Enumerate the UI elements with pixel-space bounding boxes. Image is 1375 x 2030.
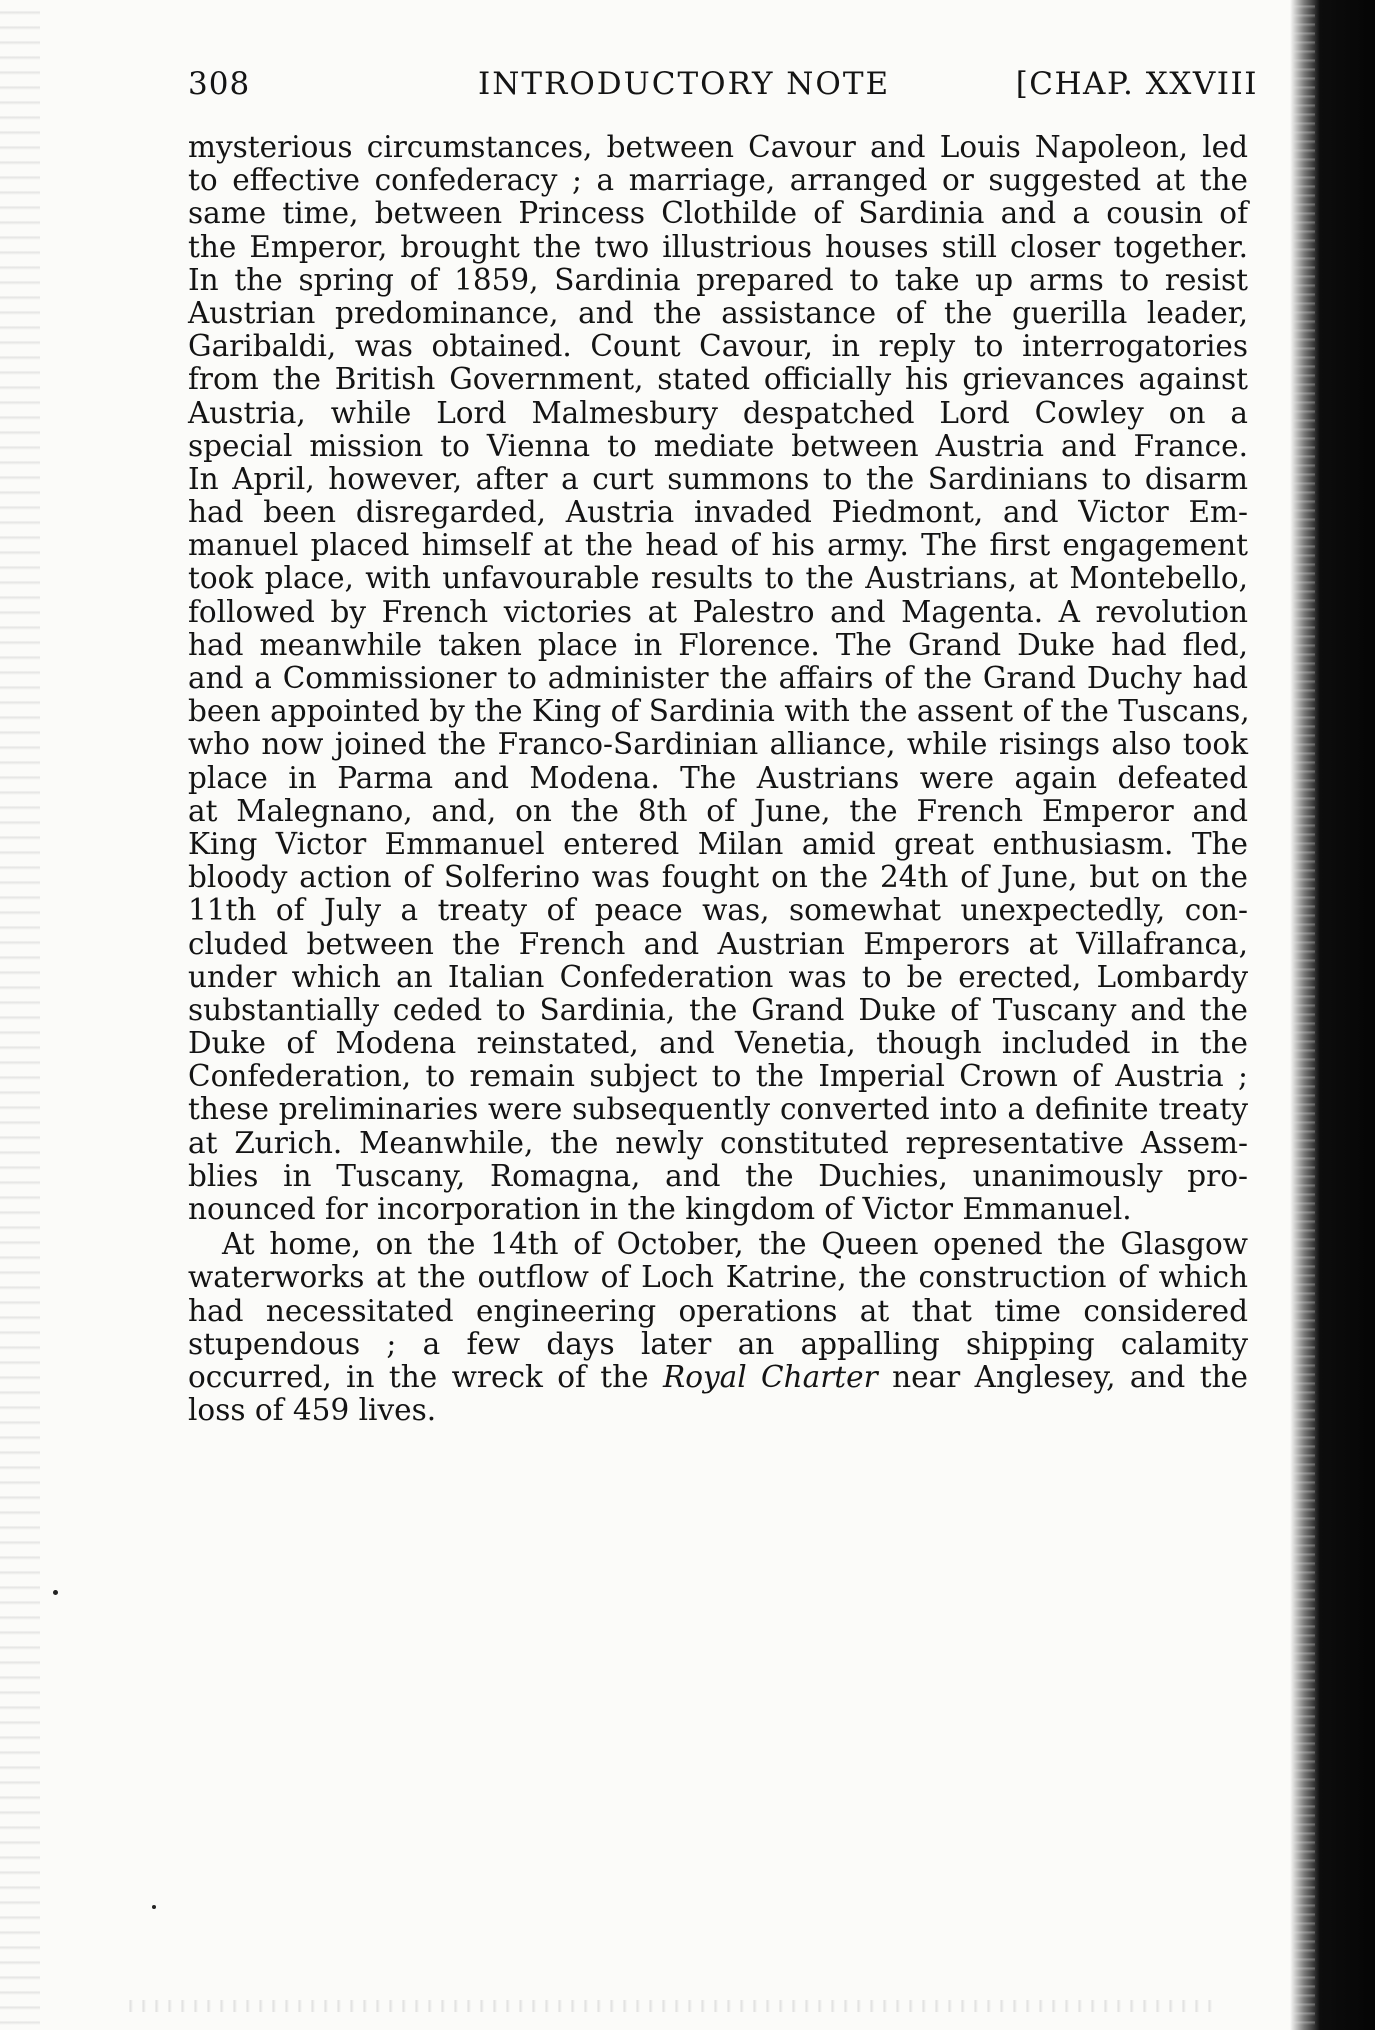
text-line: took place, with unfavourable results to the Austrians, at Montebello,	[188, 561, 1248, 596]
text-line: King Victor Emmanuel entered Milan amid great enthusiasm. The	[188, 826, 1248, 861]
text-line: mysterious circumstances, between Cavour and Louis Napoleon, led	[188, 130, 1248, 164]
text-line: same time, between Princess Clothilde of Sardinia and a cousin of	[188, 196, 1248, 231]
text-line: special mission to Vienna to mediate between Austria and France.	[188, 428, 1248, 463]
text-line: from the British Government, stated officially his grievances against	[188, 362, 1248, 397]
text-line: and a Commissioner to administer the affairs of the Grand Duchy had	[188, 661, 1248, 695]
running-title: INTRODUCTORY NOTE	[478, 66, 891, 102]
text-line-with-italic	[188, 1361, 1248, 1394]
scan-speck	[152, 1905, 156, 1909]
text-line: Austria, while Lord Malmesbury despatched Lord Cowley on a	[188, 395, 1248, 430]
scan-edge-noise	[0, 0, 40, 2030]
text-line: In April, however, after a curt summons to the Sardinians to disarm	[188, 461, 1248, 496]
text-line: loss of 459 lives.	[188, 1393, 437, 1428]
text-line: Garibaldi, was obtained. Count Cavour, in reply to interrogatories	[188, 329, 1248, 364]
text-line: Confederation, to remain subject to the Imperial Crown of Austria ;	[188, 1059, 1248, 1094]
text-line: bloody action of Solferino was fought on the 24th of June, but on the	[188, 860, 1248, 895]
text-line: cluded between the French and Austrian Emperors at Villafranca,	[188, 926, 1248, 961]
text-line: at Zurich. Meanwhile, the newly constituted representative Assem-	[188, 1125, 1248, 1160]
text-line: the Emperor, brought the two illustrious houses still closer together.	[188, 229, 1248, 264]
text-line: Duke of Modena reinstated, and Venetia, though included in the	[188, 1026, 1248, 1061]
text-line: At home, on the 14th of October, the Queen opened the Glasgow	[222, 1227, 1248, 1262]
text-line: nounced for incorporation in the kingdom of Victor Emmanuel.	[188, 1192, 1132, 1226]
text-line: followed by French victories at Palestro and Magenta. A revolution	[188, 594, 1248, 629]
text-line: blies in Tuscany, Romagna, and the Duchies, unanimously pro-	[188, 1158, 1248, 1193]
page-number: 308	[188, 66, 251, 102]
scan-speck	[53, 1590, 58, 1595]
gutter-speckle	[1293, 0, 1315, 2030]
text-line: under which an Italian Confederation was to be erected, Lombardy	[188, 959, 1248, 994]
text-line: In the spring of 1859, Sardinia prepared to take up arms to resist	[188, 262, 1248, 297]
scan-bottom-noise	[120, 2000, 1220, 2012]
text-line: manuel placed himself at the head of his army. The first engagement	[188, 528, 1248, 563]
text-line: been appointed by the King of Sardinia with the assent of the Tuscans,	[188, 694, 1250, 729]
text-line: had meanwhile taken place in Florence. The Grand Duke had fled,	[188, 627, 1248, 662]
running-header	[188, 66, 1258, 110]
text-line: stupendous ; a few days later an appalling shipping calamity	[188, 1326, 1248, 1361]
text-line: to effective confederacy ; a marriage, arranged or suggested at the	[188, 163, 1248, 198]
text-line: 11th of July a treaty of peace was, somewhat unexpectedly, con-	[188, 893, 1248, 928]
text-line: these preliminaries were subsequently converted into a definite treaty	[188, 1092, 1248, 1127]
line-text-before: occurred, in the wreck of the	[188, 1359, 663, 1394]
text-line: at Malegnano, and, on the 8th of June, the French Emperor and	[188, 793, 1248, 828]
text-line: had necessitated engineering operations at that time considered	[188, 1293, 1248, 1328]
body-text	[188, 131, 1248, 1427]
text-line: waterworks at the outflow of Loch Katrine, the construction of which	[188, 1260, 1248, 1295]
chapter-label: [CHAP. XXVIII	[1015, 66, 1258, 102]
line-text-after: near Anglesey, and the	[877, 1359, 1249, 1394]
text-line: substantially ceded to Sardinia, the Grand Duke of Tuscany and the	[188, 992, 1248, 1027]
text-line: place in Parma and Modena. The Austrians were again defeated	[188, 760, 1248, 795]
text-line: had been disregarded, Austria invaded Piedmont, and Victor Em-	[188, 495, 1248, 530]
text-line: who now joined the Franco-Sardinian alliance, while risings also took	[188, 727, 1248, 762]
text-line: Austrian predominance, and the assistance of the guerilla leader,	[188, 295, 1248, 330]
ship-name-italic: Royal Charter	[663, 1359, 878, 1394]
